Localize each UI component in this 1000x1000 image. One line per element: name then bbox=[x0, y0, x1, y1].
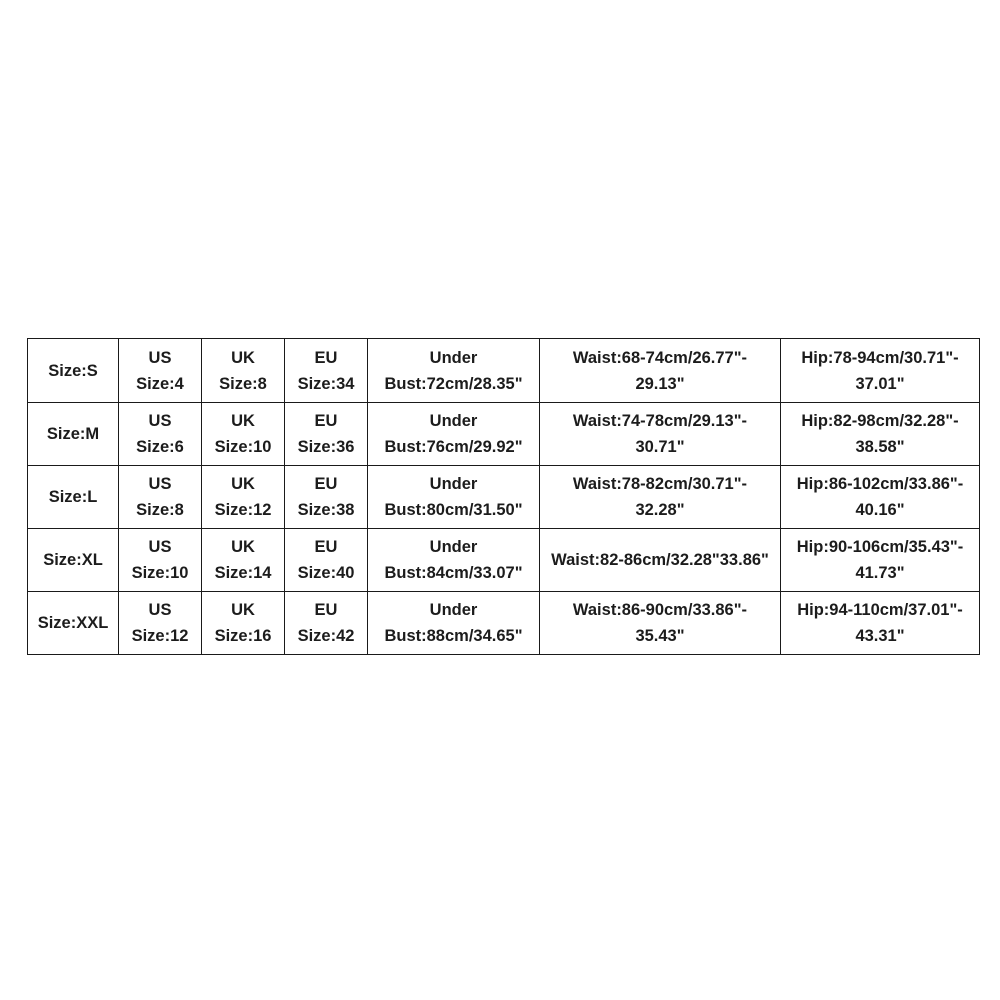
eu-size-cell: EU Size:36 bbox=[285, 403, 368, 466]
under-bust-cell: Under Bust:72cm/28.35" bbox=[368, 339, 540, 403]
waist-cell: Waist:86-90cm/33.86"- 35.43" bbox=[540, 592, 781, 655]
us-size-cell: US Size:6 bbox=[119, 403, 202, 466]
size-cell: Size:XXL bbox=[28, 592, 119, 655]
eu-size-cell: EU Size:40 bbox=[285, 529, 368, 592]
us-size-cell: US Size:12 bbox=[119, 592, 202, 655]
size-cell: Size:L bbox=[28, 466, 119, 529]
hip-cell: Hip:90-106cm/35.43"- 41.73" bbox=[781, 529, 980, 592]
size-cell: Size:XL bbox=[28, 529, 119, 592]
us-size-cell: US Size:4 bbox=[119, 339, 202, 403]
under-bust-cell: Under Bust:84cm/33.07" bbox=[368, 529, 540, 592]
eu-size-cell: EU Size:34 bbox=[285, 339, 368, 403]
table-row bbox=[28, 466, 980, 529]
table-row bbox=[28, 339, 980, 403]
waist-cell: Waist:74-78cm/29.13"- 30.71" bbox=[540, 403, 781, 466]
under-bust-cell: Under Bust:76cm/29.92" bbox=[368, 403, 540, 466]
uk-size-cell: UK Size:16 bbox=[202, 592, 285, 655]
hip-cell: Hip:82-98cm/32.28"- 38.58" bbox=[781, 403, 980, 466]
size-cell: Size:S bbox=[28, 339, 119, 403]
eu-size-cell: EU Size:38 bbox=[285, 466, 368, 529]
uk-size-cell: UK Size:10 bbox=[202, 403, 285, 466]
table-row bbox=[28, 529, 980, 592]
us-size-cell: US Size:8 bbox=[119, 466, 202, 529]
uk-size-cell: UK Size:14 bbox=[202, 529, 285, 592]
hip-cell: Hip:78-94cm/30.71"- 37.01" bbox=[781, 339, 980, 403]
waist-cell: Waist:78-82cm/30.71"- 32.28" bbox=[540, 466, 781, 529]
under-bust-cell: Under Bust:80cm/31.50" bbox=[368, 466, 540, 529]
uk-size-cell: UK Size:12 bbox=[202, 466, 285, 529]
us-size-cell: US Size:10 bbox=[119, 529, 202, 592]
table-row bbox=[28, 403, 980, 466]
hip-cell: Hip:94-110cm/37.01"- 43.31" bbox=[781, 592, 980, 655]
size-chart-table bbox=[27, 338, 980, 655]
under-bust-cell: Under Bust:88cm/34.65" bbox=[368, 592, 540, 655]
eu-size-cell: EU Size:42 bbox=[285, 592, 368, 655]
hip-cell: Hip:86-102cm/33.86"- 40.16" bbox=[781, 466, 980, 529]
table-row bbox=[28, 592, 980, 655]
waist-cell: Waist:82-86cm/32.28"33.86" bbox=[540, 529, 781, 592]
size-cell: Size:M bbox=[28, 403, 119, 466]
uk-size-cell: UK Size:8 bbox=[202, 339, 285, 403]
waist-cell: Waist:68-74cm/26.77"- 29.13" bbox=[540, 339, 781, 403]
